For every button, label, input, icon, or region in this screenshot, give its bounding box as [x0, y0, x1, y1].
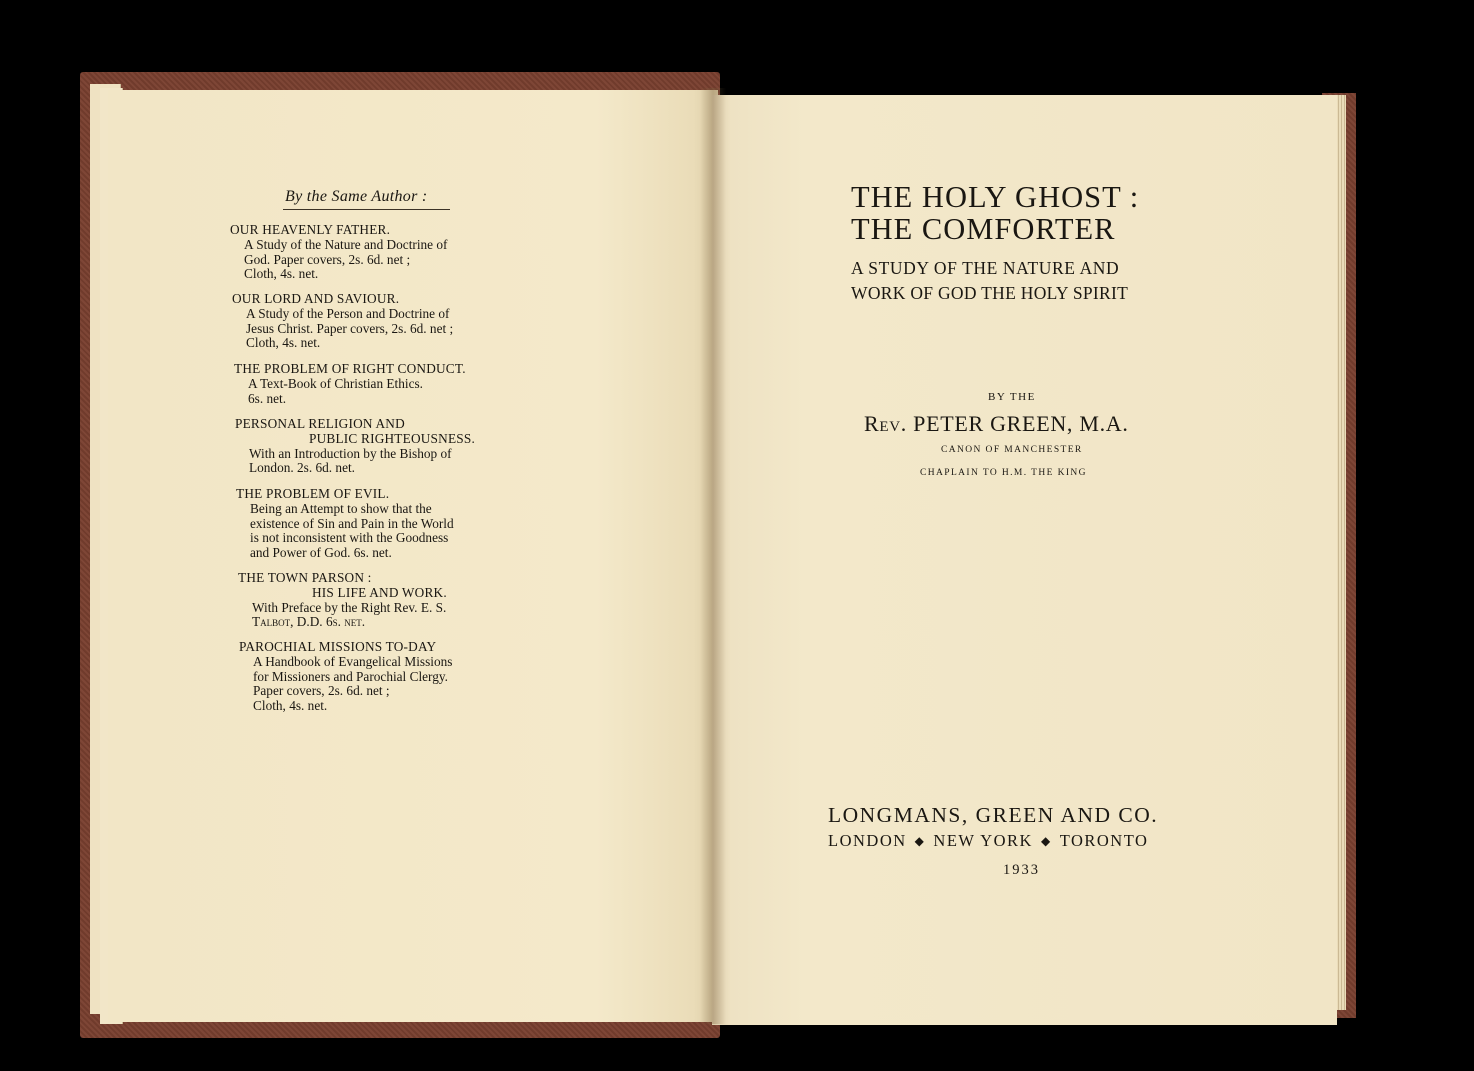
desc-line: is not inconsistent with the Goodness — [250, 530, 449, 546]
book-description — [235, 447, 517, 477]
by-the-label: BY THE — [988, 391, 1036, 403]
heading-underline — [283, 209, 450, 210]
publication-year: 1933 — [1003, 862, 1040, 878]
desc-line: 6s. net. — [248, 390, 287, 406]
desc-line: God. Paper covers, 2s. 6d. net ; — [244, 251, 411, 267]
desc-line: and Power of God. 6s. net. — [250, 545, 392, 561]
book-title: THE TOWN PARSON : — [238, 570, 372, 585]
book-entry-parochial-missions — [239, 640, 521, 714]
book-entry-our-lord-and-saviour — [232, 292, 514, 351]
book-description — [234, 377, 516, 407]
diamond-separator-icon: ◆ — [914, 834, 926, 848]
desc-line: Being an Attempt to show that the — [250, 500, 432, 516]
author-canon: CANON OF MANCHESTER — [941, 445, 1083, 455]
desc-line: A Study of the Person and Doctrine of — [246, 305, 450, 321]
desc-line: Paper covers, 2s. 6d. net ; — [253, 683, 390, 699]
desc-line: Cloth, 4s. net. — [253, 698, 328, 714]
desc-line: Cloth, 4s. net. — [246, 335, 321, 351]
book-title: THE PROBLEM OF RIGHT CONDUCT. — [234, 361, 466, 376]
book-entry-our-heavenly-father — [230, 223, 512, 282]
desc-line: With an Introduction by the Bishop of — [249, 445, 452, 461]
title-line-1: THE HOLY GHOST : — [851, 180, 1140, 214]
book-title: PERSONAL RELIGION AND — [235, 416, 405, 431]
desc-line: existence of Sin and Pain in the World — [250, 515, 454, 531]
book-title: THE PROBLEM OF EVIL. — [236, 486, 390, 501]
publisher-name: LONGMANS, GREEN AND CO. — [828, 803, 1159, 827]
book-description — [236, 502, 518, 561]
book-entry-town-parson — [238, 571, 520, 630]
book-title-line2: PUBLIC RIGHTEOUSNESS. — [309, 430, 475, 446]
book-description — [230, 238, 512, 282]
author-name: Rev. PETER GREEN, M.A. — [864, 411, 1129, 436]
desc-line: Cloth, 4s. net. — [244, 266, 319, 282]
book-entry-problem-of-right-conduct — [234, 362, 516, 406]
book-title-line2: HIS LIFE AND WORK. — [312, 584, 447, 600]
book-title: PAROCHIAL MISSIONS TO-DAY — [239, 639, 437, 654]
book-description — [238, 601, 520, 631]
book-title: OUR LORD AND SAVIOUR. — [232, 291, 400, 306]
author-chaplain: CHAPLAIN TO H.M. THE KING — [920, 468, 1087, 478]
city-toronto: TORONTO — [1059, 831, 1149, 850]
desc-line: Jesus Christ. Paper covers, 2s. 6d. net ; — [246, 320, 454, 336]
city-new-york: NEW YORK — [933, 831, 1033, 850]
desc-line: Talbot, D.D. 6s. net. — [252, 614, 366, 630]
publisher-cities — [828, 831, 1148, 851]
desc-line: for Missioners and Parochial Clergy. — [253, 668, 448, 684]
book-title: OUR HEAVENLY FATHER. — [230, 222, 391, 237]
book-gutter — [700, 88, 726, 1024]
book-description — [239, 655, 521, 714]
book-entry-problem-of-evil — [236, 487, 518, 561]
diamond-separator-icon: ◆ — [1040, 834, 1052, 848]
subtitle-line-2: WORK OF GOD THE HOLY SPIRIT — [851, 283, 1129, 303]
subtitle-line-1: A STUDY OF THE NATURE AND — [851, 258, 1120, 278]
book-entry-personal-religion — [235, 417, 517, 476]
desc-line: A Study of the Nature and Doctrine of — [244, 236, 448, 252]
city-london: LONDON — [828, 831, 907, 850]
desc-line: London. 2s. 6d. net. — [249, 460, 355, 476]
title-line-2: THE COMFORTER — [851, 212, 1116, 246]
desc-line: A Text-Book of Christian Ethics. — [248, 375, 423, 391]
book-description — [232, 307, 514, 351]
desc-line: A Handbook of Evangelical Missions — [253, 653, 453, 669]
desc-line: With Preface by the Right Rev. E. S. — [252, 599, 447, 615]
by-same-author-heading: By the Same Author : — [285, 188, 428, 205]
